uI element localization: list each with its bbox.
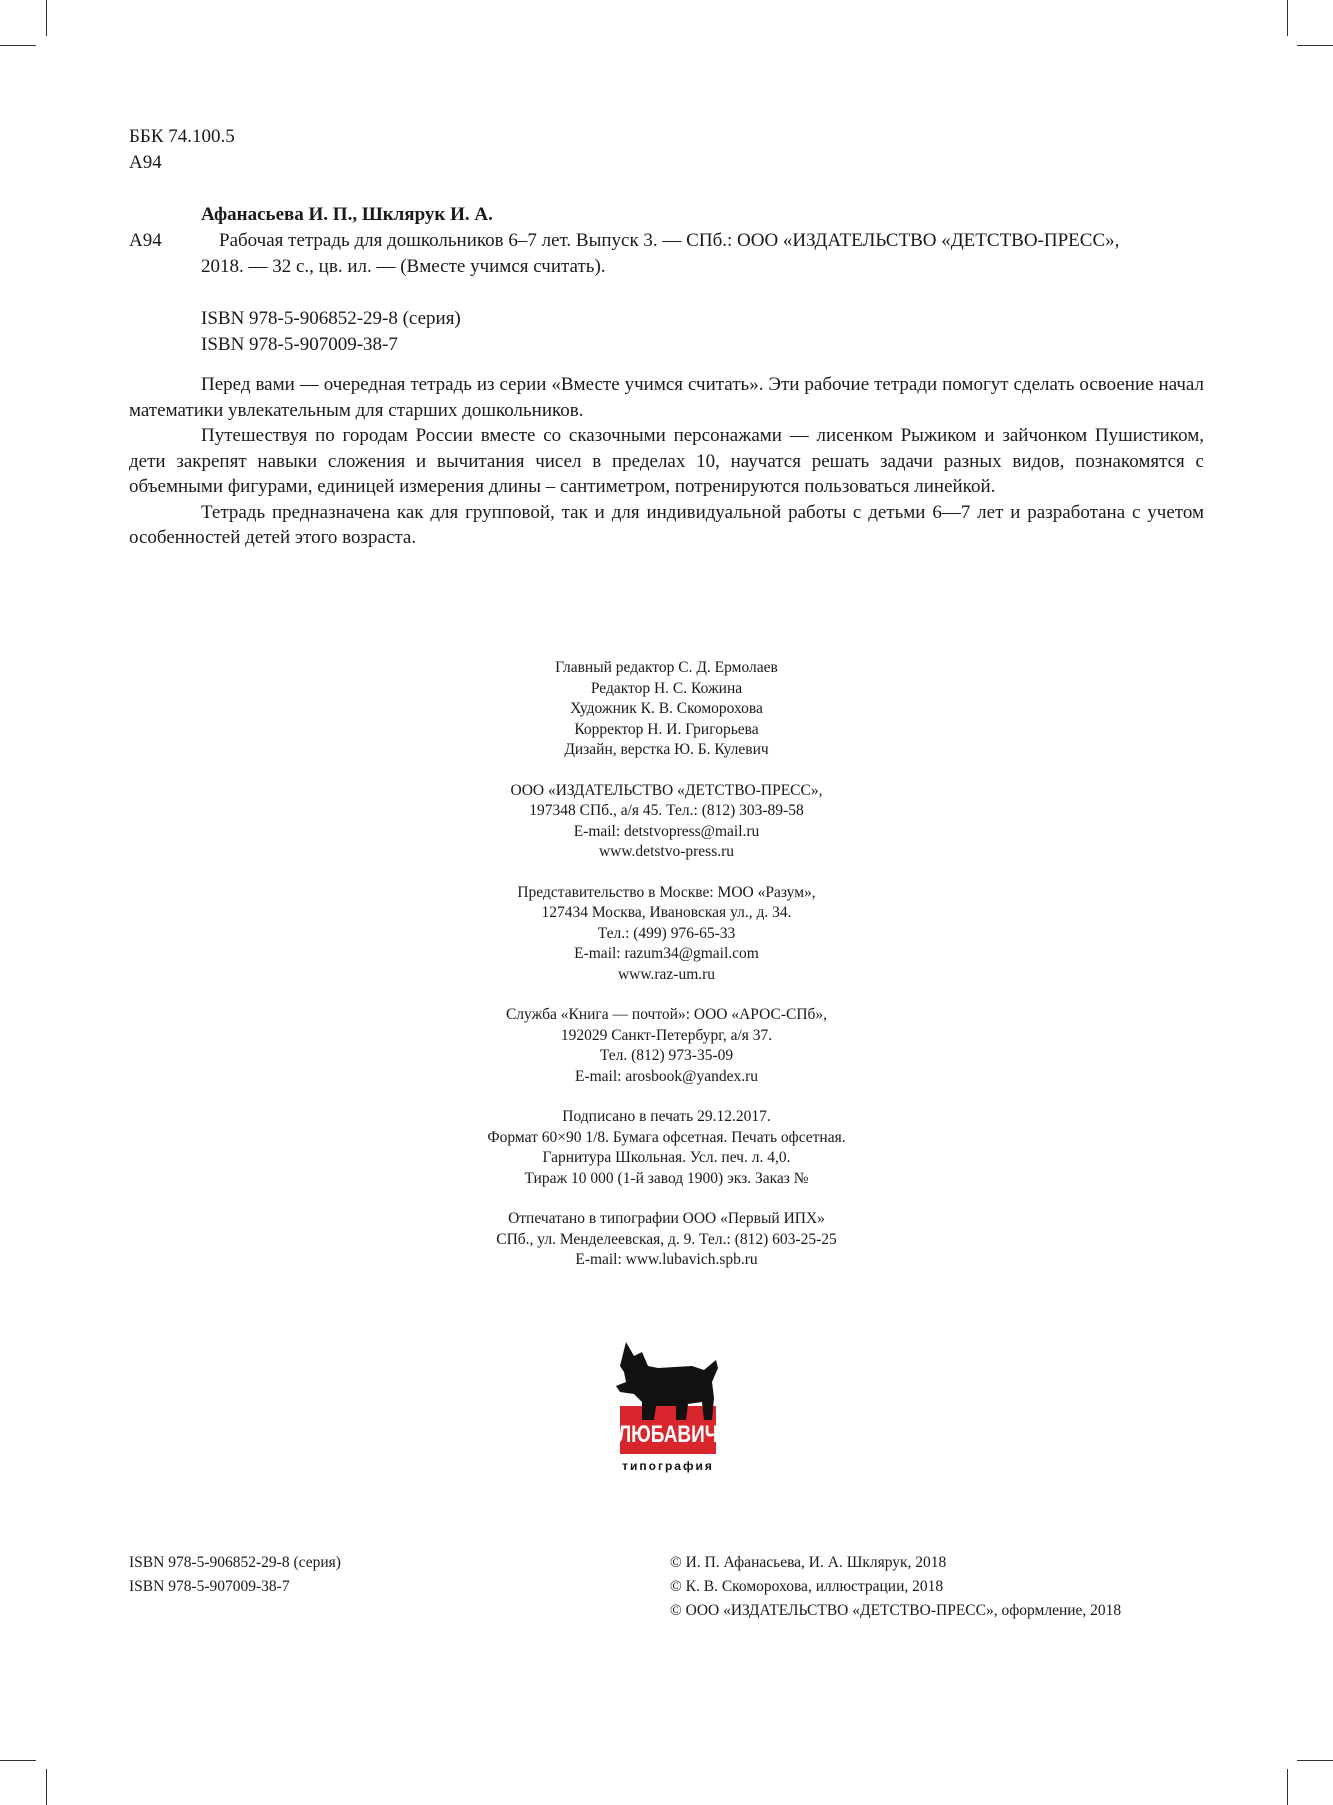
moscow-office-block xyxy=(0,883,1333,986)
copyright-illustrations: © К. В. Скоморохова, иллюстрации, 2018 xyxy=(670,1578,944,1595)
bbk-code: ББК 74.100.5 xyxy=(129,126,235,147)
printer-address: СПб., ул. Менделеевская, д. 9. Тел.: (812) 603-25-25 xyxy=(496,1230,837,1248)
footer-isbns xyxy=(129,1551,341,1599)
logo-brand: ЛЮБАВИЧ xyxy=(617,1421,719,1448)
crop-mark xyxy=(46,1769,47,1805)
mail-order-title: Служба «Книга — почтой»: ООО «АРОС-СПб», xyxy=(505,1006,828,1023)
annotation-paragraph: Путешествуя по городам России вместе со сказочными персонажами — лисенком Рыжиком и зайчонком Пушистиком, дети закрепят навыки сложения и вычитания чисел в пределах 10, научатся решать задачи разных видов, познакомятся с объемными фигурами, единицей измерения длины – сантиметром, потренируются пользоваться линейкой. xyxy=(129,425,1204,497)
mail-order-phone: Тел. (812) 973-35-09 xyxy=(599,1047,734,1064)
annotation-paragraph: Тетрадь предназначена как для групповой, так и для индивидуальной работы с детьми 6—7 лет и разработана с учетом особенностей детей этого возраста. xyxy=(129,501,1204,548)
crop-mark xyxy=(46,0,47,36)
publisher-address: 197348 СПб., а/я 45. Тел.: (812) 303-89-58 xyxy=(529,802,804,819)
crop-mark xyxy=(0,45,36,46)
crop-mark xyxy=(1297,1760,1333,1761)
printer-block xyxy=(0,1209,1333,1271)
proofreader: Корректор Н. И. Григорьева xyxy=(574,720,759,738)
moscow-office-title: Представительство в Москве: МОО «Разум», xyxy=(517,883,816,901)
print-run: Тираж 10 000 (1-й завод 1900) экз. Заказ № xyxy=(524,1169,809,1187)
mail-order-address: 192029 Санкт-Петербург, а/я 37. xyxy=(560,1026,773,1044)
mail-order-email: E-mail: arosbook@yandex.ru xyxy=(574,1067,758,1085)
author-line: Афанасьева И. П., Шклярук И. А. xyxy=(201,204,493,225)
moscow-office-email: E-mail: razum34@gmail.com xyxy=(574,945,759,962)
crop-mark xyxy=(0,1760,36,1761)
description xyxy=(129,228,1204,280)
publisher-name: ООО «ИЗДАТЕЛЬСТВО «ДЕТСТВО-ПРЕСС», xyxy=(510,781,823,799)
author-code: А94 xyxy=(129,152,162,173)
signed-to-print: Подписано в печать 29.12.2017. xyxy=(562,1108,771,1125)
moscow-office-address: 127434 Москва, Ивановская ул., д. 34. xyxy=(541,904,792,921)
designer: Дизайн, верстка Ю. Б. Кулевич xyxy=(564,741,769,758)
staff-block xyxy=(0,658,1333,761)
printer-email: E-mail: www.lubavich.spb.ru xyxy=(575,1251,758,1268)
moscow-office-phone: Тел.: (499) 976-65-33 xyxy=(597,924,736,942)
description-line-1: Рабочая тетрадь для дошкольников 6–7 лет. Выпуск 3. — СПб.: ООО «ИЗДАТЕЛЬСТВО «ДЕТСТВО-ПРЕСС», xyxy=(219,230,1120,251)
classification-codes xyxy=(129,124,235,176)
artist: Художник К. В. Скоморохова xyxy=(570,700,763,717)
editor: Редактор Н. С. Кожина xyxy=(590,679,743,697)
logo-subtitle: типография xyxy=(622,1459,714,1473)
crop-mark xyxy=(1287,1769,1288,1805)
typeface-info: Гарнитура Школьная. Усл. печ. л. 4,0. xyxy=(542,1149,791,1166)
printer-logo-graphic xyxy=(612,1336,732,1476)
print-info-block xyxy=(0,1107,1333,1189)
card-code: А94 xyxy=(129,230,162,251)
mail-order-block xyxy=(0,1005,1333,1087)
format-info: Формат 60×90 1/8. Бумага офсетная. Печать офсетная. xyxy=(487,1128,846,1146)
moscow-office-web: www.raz-um.ru xyxy=(617,965,716,983)
publisher-block xyxy=(0,781,1333,863)
annotation-paragraph: Перед вами — очередная тетрадь из серии «Вместе учимся считать». Эти рабочие тетради помогут сделать освоение начал математики увлекательным для старших дошкольников. xyxy=(129,374,1204,421)
copyright-block xyxy=(670,1551,1121,1623)
catalog-card xyxy=(129,202,1204,358)
chief-editor: Главный редактор С. Д. Ермолаев xyxy=(555,659,778,676)
footer-isbn-series: ISBN 978-5-906852-29-8 (серия) xyxy=(129,1554,341,1571)
card-isbns xyxy=(201,306,1204,358)
crop-mark xyxy=(1287,0,1288,36)
publisher-web: www.detstvo-press.ru xyxy=(598,843,735,860)
printer-logo xyxy=(612,1336,732,1476)
publisher-email: E-mail: detstvopress@mail.ru xyxy=(573,822,760,840)
printer-name: Отпечатано в типографии ООО «Первый ИПХ» xyxy=(508,1210,825,1227)
annotation xyxy=(129,372,1204,551)
copyright-authors: © И. П. Афанасьева, И. А. Шклярук, 2018 xyxy=(670,1554,947,1571)
footer-isbn-book: ISBN 978-5-907009-38-7 xyxy=(129,1578,290,1595)
imprint xyxy=(0,658,1333,1291)
crop-mark xyxy=(1297,45,1333,46)
copyright-publisher: © ООО «ИЗДАТЕЛЬСТВО «ДЕТСТВО-ПРЕСС», оформление, 2018 xyxy=(670,1602,1122,1619)
isbn-series: ISBN 978-5-906852-29-8 (серия) xyxy=(201,308,461,329)
isbn-book: ISBN 978-5-907009-38-7 xyxy=(201,334,398,355)
description-line-2: 2018. — 32 с., цв. ил. — (Вместе учимся считать). xyxy=(201,256,606,277)
